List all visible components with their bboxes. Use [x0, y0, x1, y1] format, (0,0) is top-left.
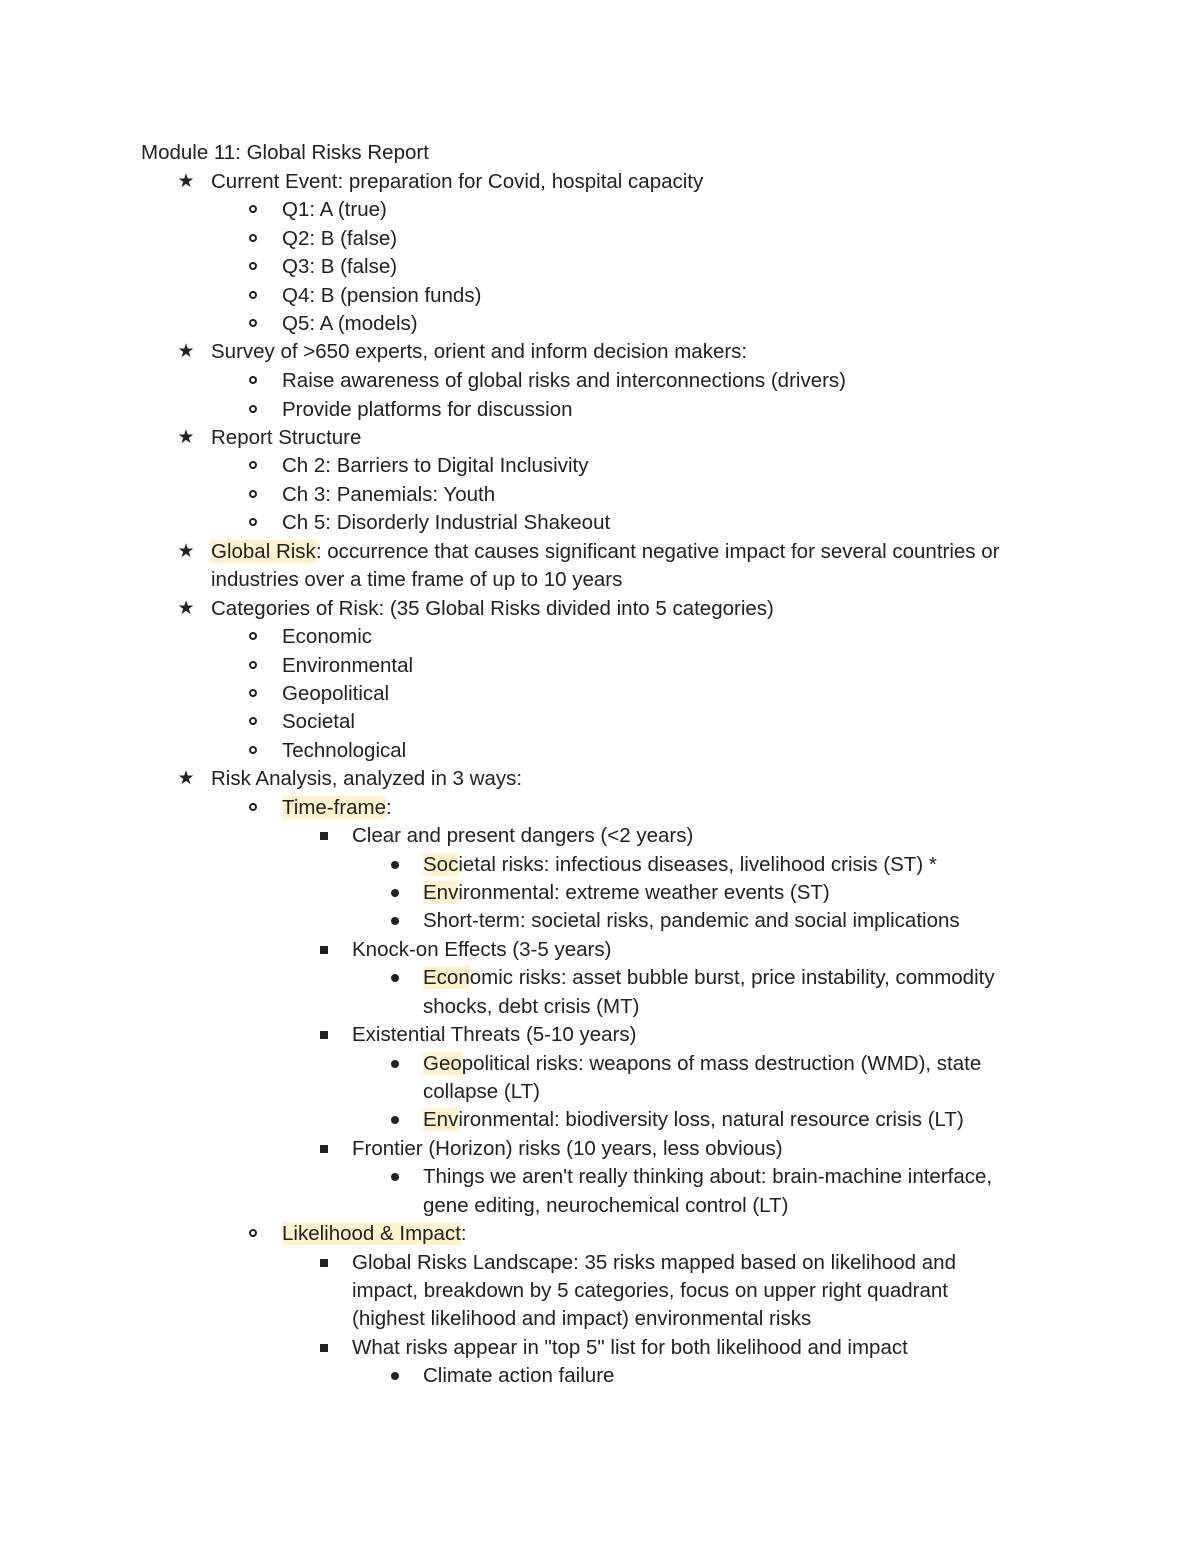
risk-detail: Climate action failure	[423, 1364, 615, 1387]
risk-detail-continued: gene editing, neurochemical control (LT)	[423, 1194, 789, 1217]
star-bullet-icon: ★	[177, 768, 195, 789]
dot-bullet-icon	[389, 1050, 403, 1078]
risk-detail-text: ironmental: extreme weather events (ST)	[458, 881, 830, 904]
category-item: Technological	[282, 739, 407, 762]
survey-item: Survey of >650 experts, orient and inform decision makers:	[211, 340, 748, 363]
landscape-item-continued: (highest likelihood and impact) environmental risks	[352, 1307, 812, 1330]
circle-bullet-icon	[247, 481, 261, 495]
square-bullet-icon	[318, 822, 332, 850]
chapter-item: Ch 3: Panemials: Youth	[282, 483, 496, 506]
dot-bullet-icon	[389, 964, 403, 992]
circle-bullet-icon	[247, 708, 261, 722]
highlighted-term: Env	[423, 881, 459, 904]
quiz-answer-q1: Q1: A (true)	[282, 198, 387, 221]
dot-bullet-icon	[389, 1106, 403, 1134]
circle-bullet-icon	[247, 680, 261, 694]
highlighted-term: Econ	[423, 966, 470, 989]
risk-detail	[423, 879, 830, 907]
time-frame-item	[282, 794, 392, 822]
square-bullet-icon	[318, 936, 332, 964]
risk-detail-continued: shocks, debt crisis (MT)	[423, 995, 640, 1018]
document-title: Module 11: Global Risks Report	[141, 141, 429, 164]
report-structure-item: Report Structure	[211, 426, 362, 449]
circle-bullet-icon	[247, 794, 261, 808]
quiz-answer-q3: Q3: B (false)	[282, 255, 398, 278]
circle-bullet-icon	[247, 196, 261, 210]
circle-bullet-icon	[247, 253, 261, 267]
star-bullet-icon: ★	[177, 541, 195, 562]
highlighted-term: Likelihood & Impact	[282, 1222, 461, 1245]
category-item: Economic	[282, 625, 373, 648]
square-bullet-icon	[318, 1135, 332, 1163]
highlighted-term: Soc	[423, 853, 459, 876]
likelihood-impact-item	[282, 1220, 467, 1248]
risk-detail-text: omic risks: asset bubble burst, price instability, commodity	[469, 966, 995, 989]
circle-bullet-icon	[247, 737, 261, 751]
risk-detail: Things we aren't really thinking about: brain-machine interface,	[423, 1165, 993, 1188]
risk-detail-continued: collapse (LT)	[423, 1080, 540, 1103]
dot-bullet-icon	[389, 879, 403, 907]
category-item: Environmental	[282, 654, 414, 677]
risk-detail-text: political risks: weapons of mass destruction (WMD), state	[461, 1052, 982, 1075]
circle-bullet-icon	[247, 623, 261, 637]
quiz-answer-q2: Q2: B (false)	[282, 227, 398, 250]
definition-text: : occurrence that causes significant negative impact for several countries or	[315, 540, 1000, 563]
current-event-item: Current Event: preparation for Covid, hospital capacity	[211, 170, 704, 193]
risk-detail	[423, 1106, 964, 1134]
landscape-item: Global Risks Landscape: 35 risks mapped based on likelihood and	[352, 1251, 956, 1274]
chapter-item: Ch 5: Disorderly Industrial Shakeout	[282, 511, 611, 534]
highlighted-term: Global Risk	[211, 540, 316, 563]
survey-subitem: Provide platforms for discussion	[282, 398, 573, 421]
circle-bullet-icon	[247, 452, 261, 466]
circle-bullet-icon	[247, 367, 261, 381]
global-risk-definition-continued: industries over a time frame of up to 10 years	[211, 568, 623, 591]
dot-bullet-icon	[389, 1362, 403, 1390]
dot-bullet-icon	[389, 907, 403, 935]
dot-bullet-icon	[389, 851, 403, 879]
circle-bullet-icon	[247, 509, 261, 523]
risk-detail-text: ietal risks: infectious diseases, livelihood crisis (ST) *	[458, 853, 937, 876]
risk-detail	[423, 1050, 981, 1078]
risk-detail-text: ironmental: biodiversity loss, natural resource crisis (LT)	[458, 1108, 964, 1131]
timeframe-category: Frontier (Horizon) risks (10 years, less obvious)	[352, 1137, 783, 1160]
timeframe-category: Existential Threats (5-10 years)	[352, 1023, 637, 1046]
category-item: Societal	[282, 710, 355, 733]
risk-analysis-item: Risk Analysis, analyzed in 3 ways:	[211, 767, 523, 790]
landscape-item-continued: impact, breakdown by 5 categories, focus on upper right quadrant	[352, 1279, 948, 1302]
risk-detail	[423, 851, 937, 879]
timeframe-category: Knock-on Effects (3-5 years)	[352, 938, 612, 961]
circle-bullet-icon	[247, 396, 261, 410]
square-bullet-icon	[318, 1249, 332, 1277]
square-bullet-icon	[318, 1021, 332, 1049]
circle-bullet-icon	[247, 225, 261, 239]
colon-text: :	[386, 796, 392, 819]
risk-detail: Short-term: societal risks, pandemic and social implications	[423, 909, 960, 932]
dot-bullet-icon	[389, 1163, 403, 1191]
risk-detail	[423, 964, 995, 992]
quiz-answer-q4: Q4: B (pension funds)	[282, 284, 482, 307]
square-bullet-icon	[318, 1334, 332, 1362]
global-risk-definition	[211, 538, 999, 566]
circle-bullet-icon	[247, 1220, 261, 1234]
chapter-item: Ch 2: Barriers to Digital Inclusivity	[282, 454, 589, 477]
star-bullet-icon: ★	[177, 427, 195, 448]
highlighted-term: Env	[423, 1108, 459, 1131]
star-bullet-icon: ★	[177, 341, 195, 362]
star-bullet-icon: ★	[177, 598, 195, 619]
survey-subitem: Raise awareness of global risks and interconnections (drivers)	[282, 369, 847, 392]
top5-item: What risks appear in "top 5" list for both likelihood and impact	[352, 1336, 908, 1359]
circle-bullet-icon	[247, 282, 261, 296]
highlighted-term: Time-frame	[282, 796, 387, 819]
timeframe-category: Clear and present dangers (<2 years)	[352, 824, 694, 847]
category-item: Geopolitical	[282, 682, 390, 705]
categories-item: Categories of Risk: (35 Global Risks divided into 5 categories)	[211, 597, 774, 620]
circle-bullet-icon	[247, 652, 261, 666]
circle-bullet-icon	[247, 310, 261, 324]
quiz-answer-q5: Q5: A (models)	[282, 312, 418, 335]
colon-text: :	[460, 1222, 467, 1245]
highlighted-term: Geo	[423, 1052, 462, 1075]
star-bullet-icon: ★	[177, 171, 195, 192]
